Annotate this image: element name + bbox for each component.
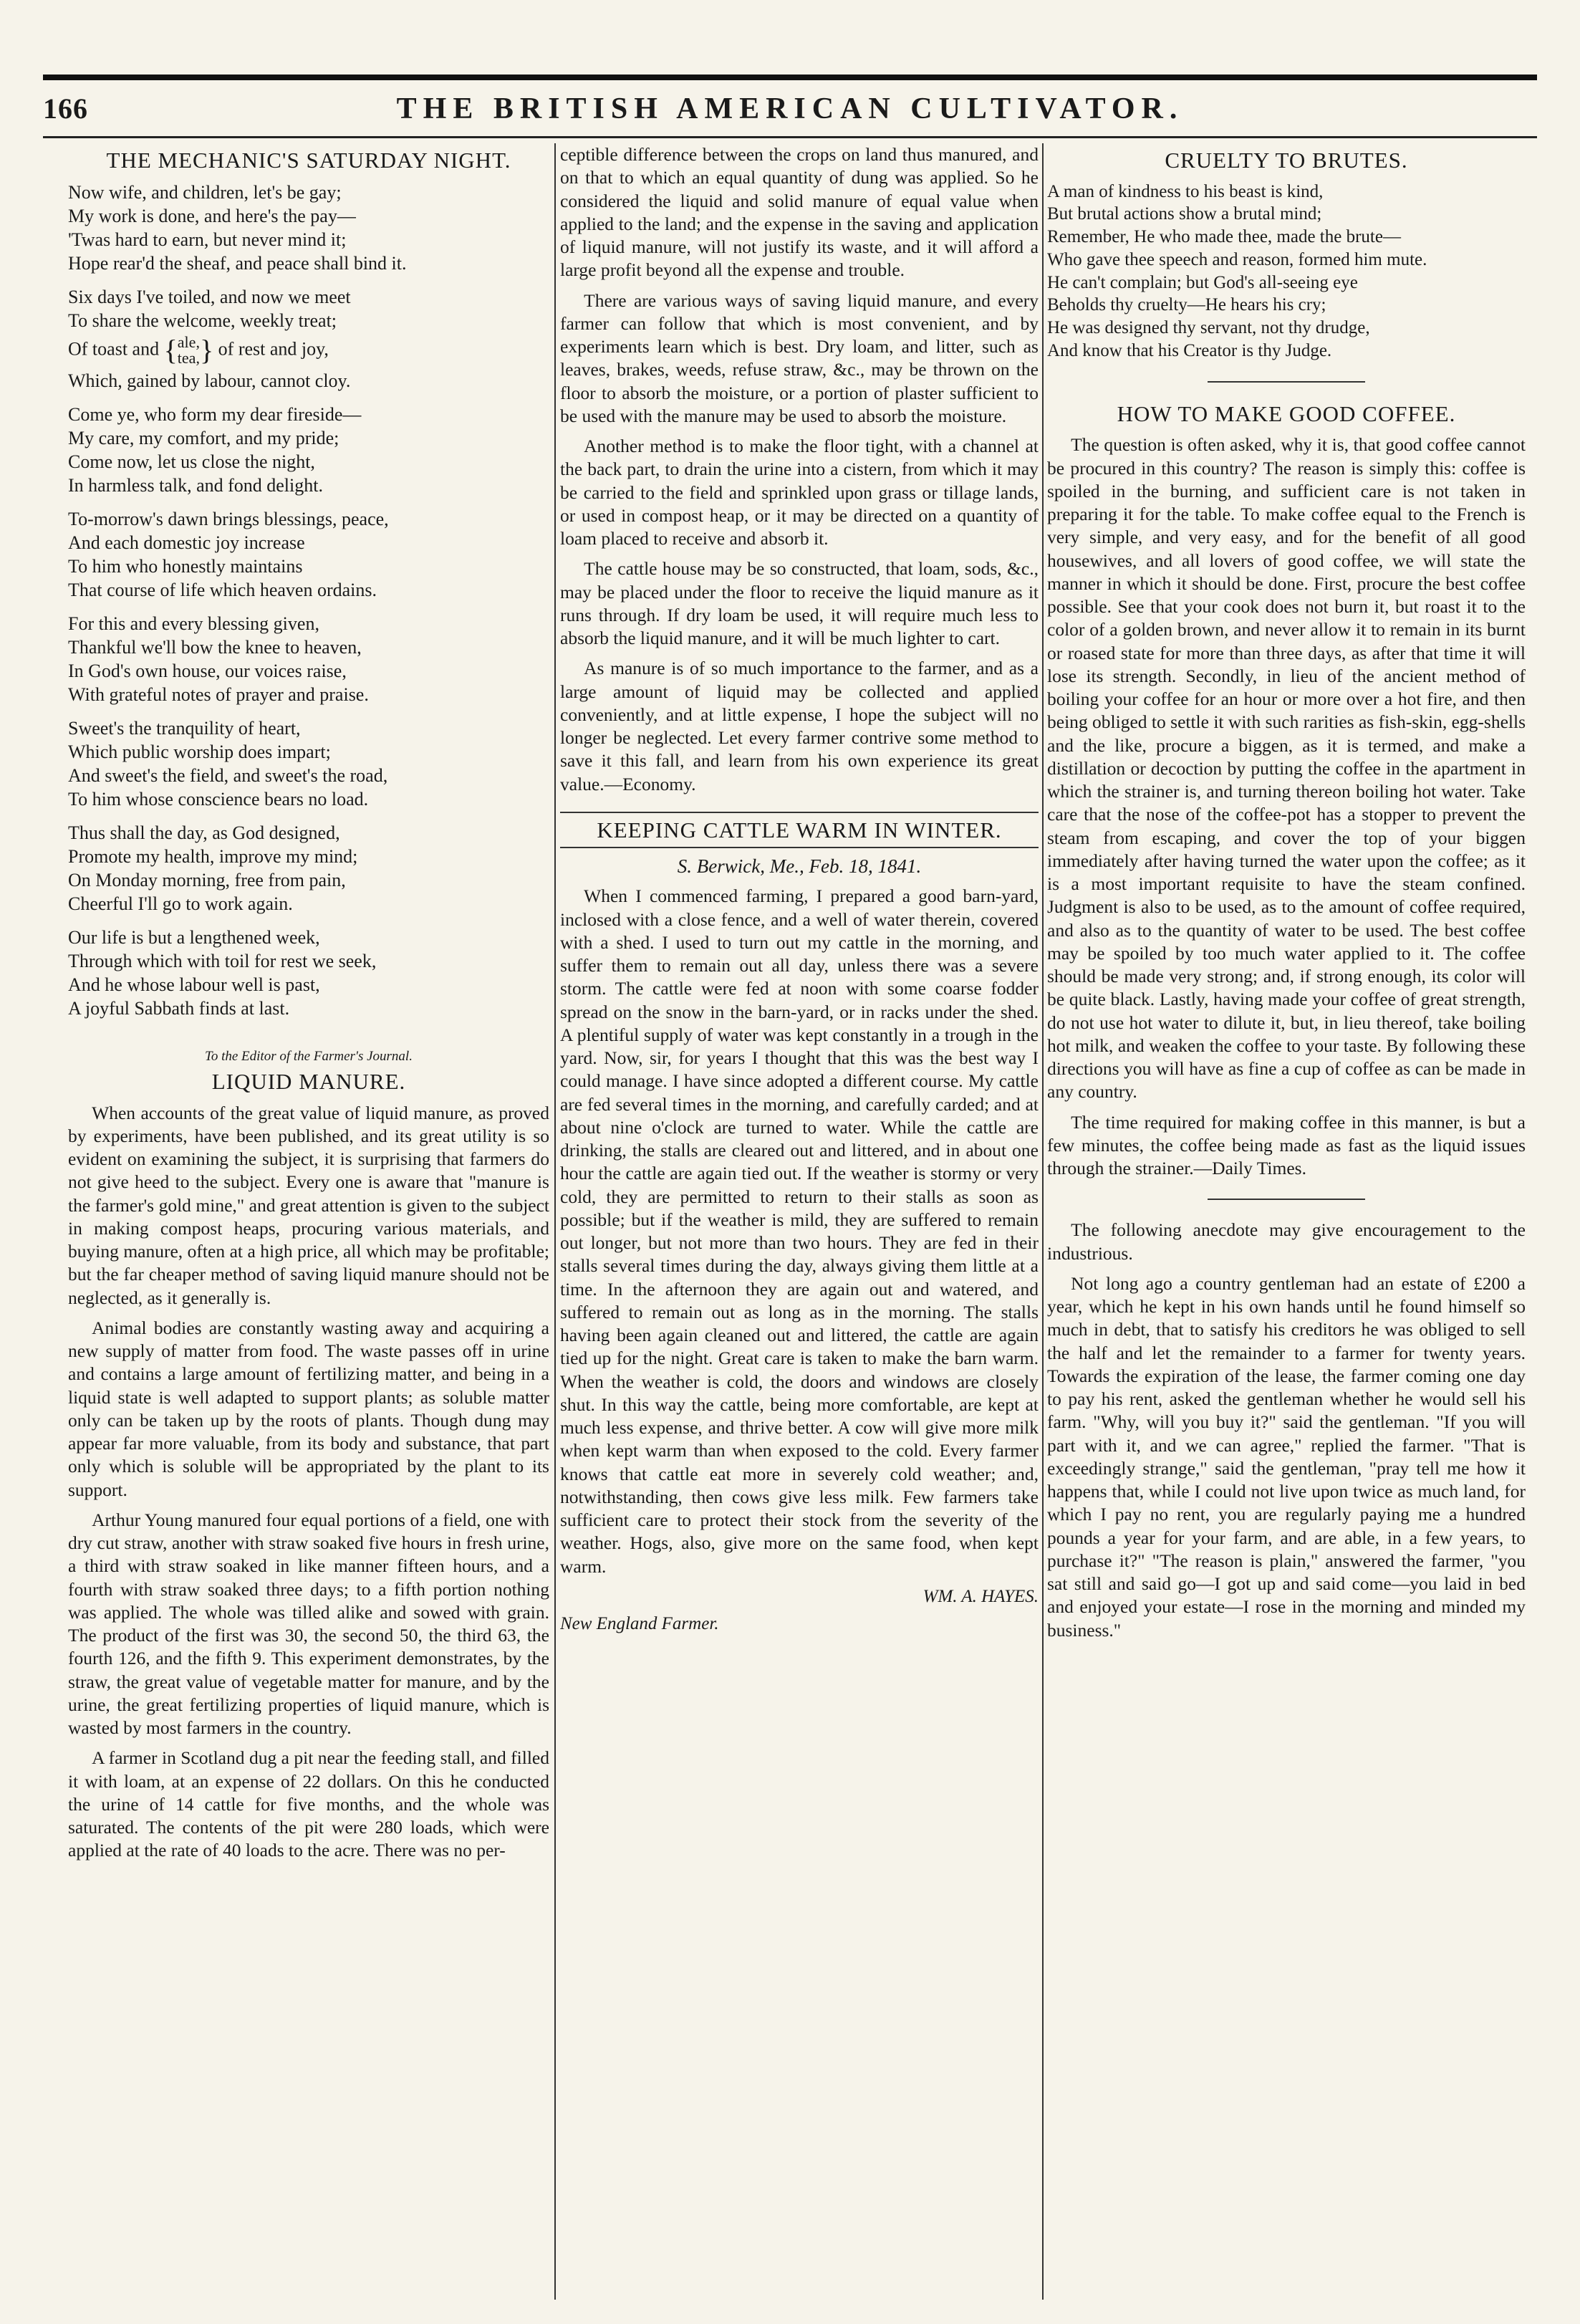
column-rule bbox=[1042, 143, 1044, 2300]
masthead bbox=[43, 92, 1537, 132]
poem-line: To-morrow's dawn brings blessings, peace, bbox=[68, 508, 389, 529]
poem-line: For this and every blessing given, bbox=[68, 613, 319, 634]
poem-line: Six days I've toiled, and now we meet bbox=[68, 286, 351, 307]
stanza bbox=[68, 285, 549, 393]
poem-line: And each domestic joy increase bbox=[68, 532, 305, 553]
stanza bbox=[68, 181, 549, 275]
page-number: 166 bbox=[43, 92, 88, 125]
article-title: HOW TO MAKE GOOD COFFEE. bbox=[1117, 400, 1456, 426]
poem-line: He was designed thy servant, not thy drudge, bbox=[1047, 318, 1370, 338]
poem bbox=[68, 181, 549, 1020]
brace-left: { bbox=[163, 333, 178, 366]
poem-line: And know that his Creator is thy Judge. bbox=[1047, 340, 1332, 360]
poem-line: With grateful notes of prayer and praise. bbox=[68, 683, 369, 705]
stanza bbox=[68, 716, 549, 811]
poem-line: And sweet's the field, and sweet's the road, bbox=[68, 764, 388, 786]
poem-line: Which, gained by labour, cannot cloy. bbox=[68, 370, 351, 391]
poem-line: Thankful we'll bow the knee to heaven, bbox=[68, 636, 362, 658]
poem-line: He can't complain; but God's all-seeing eye bbox=[1047, 272, 1358, 292]
column-3 bbox=[1047, 143, 1526, 2300]
poem-line: In God's own house, our voices raise, bbox=[68, 660, 347, 681]
poem-line: My care, my comfort, and my pride; bbox=[68, 427, 339, 448]
dateline: S. Berwick, Me., Feb. 18, 1841. bbox=[677, 855, 922, 878]
poem-line: To share the welcome, weekly treat; bbox=[68, 309, 337, 331]
paragraph: The cattle house may be so constructed, that loam, sods, &c., may be placed under the floor to receive the liquid manure as it runs through. If dry loam be used, it will require much less to absorb the liquid manure, and it will be much lighter to cart. bbox=[560, 558, 1039, 648]
poem-line: Beholds thy cruelty—He hears his cry; bbox=[1047, 295, 1326, 315]
brace-right: } bbox=[199, 333, 214, 366]
article-title: KEEPING CATTLE WARM IN WINTER. bbox=[560, 812, 1039, 849]
poem-line: On Monday morning, free from pain, bbox=[68, 869, 346, 890]
poem-line: Through which with toil for rest we seek, bbox=[68, 950, 377, 971]
poem-line: Who gave thee speech and reason, formed him mute. bbox=[1047, 249, 1427, 269]
column-rule bbox=[554, 143, 556, 2300]
toast-ale: ale, bbox=[177, 333, 200, 352]
poem-title: THE MECHANIC'S SATURDAY NIGHT. bbox=[106, 148, 511, 173]
poem-line: In harmless talk, and fond delight. bbox=[68, 474, 323, 496]
poem-line: That course of life which heaven ordains. bbox=[68, 579, 377, 600]
column-2 bbox=[560, 143, 1039, 2300]
poem-line-toast bbox=[68, 332, 549, 369]
poem-line: And he whose labour well is past, bbox=[68, 974, 320, 995]
poem-line: Thus shall the day, as God designed, bbox=[68, 822, 340, 843]
column-1 bbox=[68, 143, 549, 2300]
stanza bbox=[68, 926, 549, 1020]
poem-line: To him who honestly maintains bbox=[68, 555, 303, 577]
article-title: LIQUID MANURE. bbox=[211, 1068, 406, 1094]
poem-line: Cheerful I'll go to work again. bbox=[68, 893, 293, 914]
toast-post: of rest and joy, bbox=[218, 338, 329, 360]
poem-line: To him whose conscience bears no load. bbox=[68, 788, 369, 810]
poem-line: Come now, let us close the night, bbox=[68, 451, 315, 472]
paragraph: The question is often asked, why it is, that good coffee cannot be procured in this country? The reason is simply this: coffee is spoiled in the burning, and sufficient care is not taken in preparing it for the table. To make coffee equal to the French is very simple, and very easy, and for the benefit of all good housewives, and all lovers of good coffee, we will state the manner in which it should be done. First, procure the best coffee possible. See that your cook does not burn it, but roast it to the color of a golden brown, and never allow it to remain in its burnt or roased state for more than three days, as after that time it will lose its strength. Secondly, in lieu of the ancient method of boiling your coffee for an hour or more over a hot fire, and then being obliged to settle it with such rarities as fish-skin, egg-shells and the like, procure a biggen, as it is termed, and make a distillation or decoction by putting the coffee in the apartment in which the strainer is, and turning thereon boiling hot water. Take care that the nose of the coffee-pot has a stopper to prevent the steam from escaping, and cover the top of your biggen immediately after having turned the water upon the coffee; as it is a most important requisite to have the steam confined. Judgment is also to be used, as to the amount of coffee required, and also as to the quantity of water to be used. The best coffee may be spoiled by too much water applied to it. The coffee should be made very strong; and, if strong enough, its color will be quite black. Lastly, having made your coffee of great strength, do not use hot water to dilute it, but, in lieu thereof, take boiling hot milk, and weaken the coffee to your taste. By following these directions you will have as fine a cup of coffee as can be made in any country. bbox=[1047, 434, 1526, 1103]
poem bbox=[1047, 181, 1526, 362]
poem-line: Which public worship does impart; bbox=[68, 741, 331, 762]
paragraph: ceptible difference between the crops on land thus manured, and on that to which an equal quantity of dung was applied. So he considered the liquid and solid manure of equal value when applied to the land; and the expense in the saving and application of liquid manure, will not justify its waste, and it will afford a large profit beyond all the expense and trouble. bbox=[560, 144, 1039, 281]
paragraph: The following anecdote may give encouragement to the industrious. bbox=[1047, 1219, 1526, 1264]
paragraph: When I commenced farming, I prepared a good barn-yard, inclosed with a close fence, and a well of water therein, covered with a shed. I used to turn out my cattle in the morning, and suffer them to remain out all day, unless there was a severe storm. The cattle were fed at noon with some coarse fodder spread on the snow in the barn-yard, or in racks under the shed. A plentiful supply of water was kept constantly in a trough in the yard. Now, sir, for years I thought that this was the best way I could manage. I have since adopted a different course. My cattle are fed several times in the morning, and carefully carded; and at about nine o'clock are turned to water. While the cattle are drinking, the stalls are cleared out and littered, and in about one hour the cattle are again tied out. If the weather is stormy or very cold, they are permitted to return to their stalls as soon as possible; but if the weather is mild, they are suffered to remain out longer, but not more than two hours. They are fed in their stalls several times during the day, always giving them little at a time. In the afternoon they are again out and watered, and suffered to remain out as long as in the morning. The stalls having been again cleaned out and littered, the cattle are again tied up for the night. Great care is taken to make the barn warm. When the weather is cold, the doors and windows are closely shut. In this way the cattle, being more comfortable, are kept at much less expense, and thrive better. A cow will give more milk when kept warm than when exposed to the cold. Every farmer knows that cattle eat more in severely cold weather; and, notwithstanding, then cows give less milk. Few farmers take sufficient care to protect their stock from the severity of the weather. Hogs, also, give more on the same food, when kept warm. bbox=[560, 885, 1039, 1577]
poem-line: Our life is but a lengthened week, bbox=[68, 926, 320, 948]
paragraph: There are various ways of saving liquid manure, and every farmer can follow that which is most convenient, and by experiments learn which is best. Dry loam, and litter, such as leaves, brakes, weeds, refuse straw, &c., may be thrown on the floor to absorb the moisture, or a portion of plaster sufficient to be used with the manure may be used to absorb the moisture. bbox=[560, 289, 1039, 426]
paragraph: Not long ago a country gentleman had an estate of £200 a year, which he kept in his own hands until he found himself so much in debt, that to satisfy his creditors he was obliged to sell the half and let the remainder to a farmer for twenty years. Towards the expiration of the lease, the farmer coming one day to pay his rent, asked the gentleman whether he would sell his farm. "Why, will you buy it?" said the gentleman. "If you will part with it, and we can agree," replied the farmer. "That is exceedingly strange," said the gentleman, "pray tell me how it happens that, while I could not live upon twice as much land, for which I pay no rent, you are regularly paying me a hundred pounds a year for your farm, and are able, in a few years, to purchase it?" "The reason is plain," answered the farmer, "you sat still and said go—I got up and said come—you laid in bed and enjoyed your estate—I rose in the morning and minded my business." bbox=[1047, 1272, 1526, 1641]
stanza bbox=[68, 403, 549, 497]
poem-line: But brutal actions show a brutal mind; bbox=[1047, 204, 1322, 224]
poem-title: CRUELTY TO BRUTES. bbox=[1165, 148, 1408, 173]
letter-address: To the Editor of the Farmer's Journal. bbox=[205, 1048, 413, 1064]
top-rule bbox=[43, 75, 1537, 80]
paragraph: The time required for making coffee in this manner, is but a few minutes, the coffee being made as fast as the liquid issues through the strainer.—Daily Times. bbox=[1047, 1111, 1526, 1179]
source-credit: New England Farmer. bbox=[560, 1613, 719, 1633]
divider bbox=[1208, 1199, 1365, 1200]
signature: WM. A. HAYES. bbox=[923, 1586, 1039, 1606]
poem-line: A man of kindness to his beast is kind, bbox=[1047, 181, 1324, 201]
poem-line: A joyful Sabbath finds at last. bbox=[68, 997, 290, 1019]
running-title: THE BRITISH AMERICAN CULTIVATOR. bbox=[396, 92, 1184, 125]
toast-pre: Of toast and bbox=[68, 338, 160, 360]
poem-line: Sweet's the tranquility of heart, bbox=[68, 717, 301, 739]
toast-tea: tea, bbox=[177, 349, 200, 368]
paragraph: Another method is to make the floor tight, with a channel at the back part, to drain the urine into a cistern, from which it may be carried to the field and sprinkled upon grass or tillage lands, or used in compost heap, or it may be directed on a quantity of loam placed to receive and absorb it. bbox=[560, 436, 1039, 549]
ale-tea-choice bbox=[178, 335, 200, 366]
poem-line: Come ye, who form my dear fireside— bbox=[68, 403, 362, 425]
stanza bbox=[68, 821, 549, 916]
paragraph: As manure is of so much importance to the farmer, and as a large amount of liquid may be collected and applied conveniently, and at little expense, I hope the subject will no longer be neglected. Let every farmer contrive some method to save it this fall, and learn from his own experience its great value.—Economy. bbox=[560, 658, 1039, 794]
stanza bbox=[68, 507, 549, 602]
poem-line: 'Twas hard to earn, but never mind it; bbox=[68, 229, 347, 250]
stanza bbox=[68, 612, 549, 706]
paragraph: Arthur Young manured four equal portions of a field, one with dry cut straw, another with straw soaked five hours in fresh urine, a third with straw soaked in like manner fifteen hours, and a fourth with straw soaked three days; to a fifth portion nothing was applied. The whole was tilled alike and sowed with grain. The product of the first was 30, the second 50, the third 63, the fourth 126, and the fifth 9. This experiment demonstrates, by the straw, the great value of vegetable matter for manure, and by the urine, the great fertilizing properties of liquid manure, which is wasted by most farmers in the country. bbox=[68, 1509, 549, 1739]
poem-line: Promote my health, improve my mind; bbox=[68, 845, 358, 867]
paragraph: Animal bodies are constantly wasting away and acquiring a new supply of matter from food. The waste passes off in urine and contains a large amount of fertilizing matter, and being in a liquid state is well adapted to support plants; as soluble matter only can be taken up by the roots of plants. Though dung may appear far more valuable, from its body and substance, that part only which is soluble will be appropriated by the plant to its support. bbox=[68, 1317, 549, 1500]
masthead-rule bbox=[43, 136, 1537, 138]
poem-line: Now wife, and children, let's be gay; bbox=[68, 181, 342, 203]
poem-line: My work is done, and here's the pay— bbox=[68, 205, 356, 226]
poem-line: Hope rear'd the sheaf, and peace shall bind it. bbox=[68, 252, 407, 274]
paragraph: A farmer in Scotland dug a pit near the feeding stall, and filled it with loam, at an expense of 22 dollars. On this he conducted the urine of 14 cattle for five months, and the whole was saturated. The contents of the pit were 280 loads, which were applied at the rate of 40 loads to the acre. There was no per- bbox=[68, 1747, 549, 1861]
poem-line: Remember, He who made thee, made the brute— bbox=[1047, 227, 1401, 247]
divider bbox=[1208, 381, 1365, 383]
paragraph: When accounts of the great value of liquid manure, as proved by experiments, have been published, and its great utility is so evident on examining the subject, it is surprising that farmers do not give heed to the subject. Every one is aware that "manure is the farmer's gold mine," and great attention is given to the subject in making compost heaps, procuring various materials, and buying manure, often at a high price, all which may be profitable; but the far cheaper method of saving liquid manure should not be neglected, as it generally is. bbox=[68, 1102, 549, 1308]
